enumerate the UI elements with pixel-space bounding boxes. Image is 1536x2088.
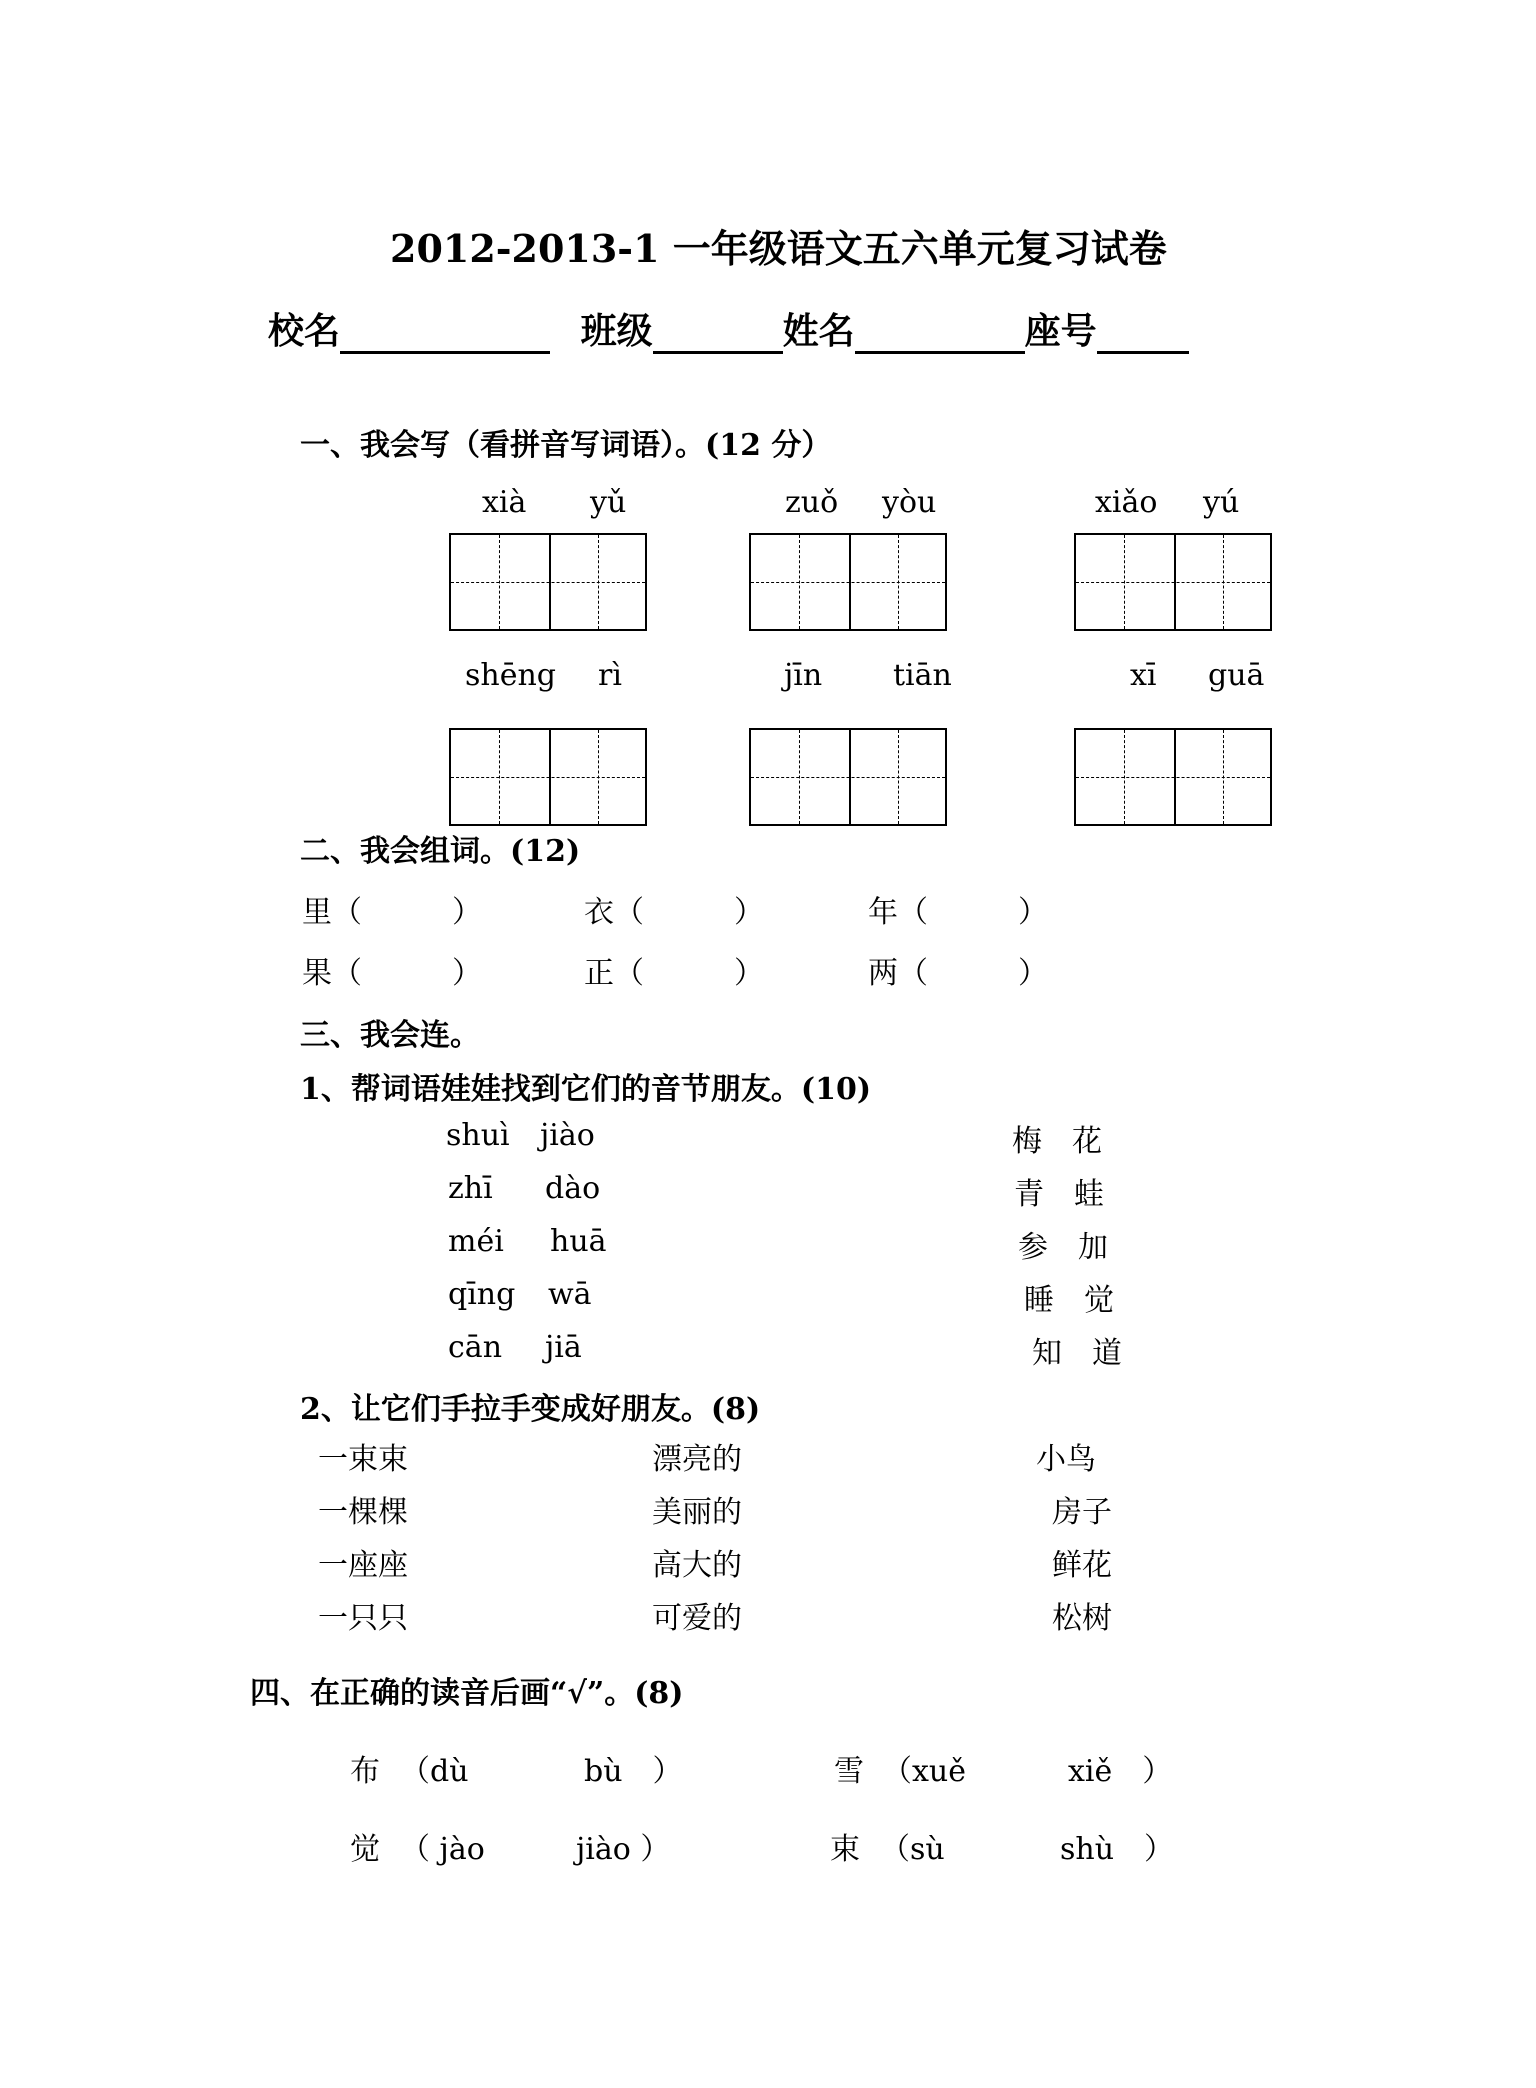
reading-char: 布 <box>350 1754 380 1789</box>
noun-word: 松树 <box>1052 1601 1112 1636</box>
word-group-item: 正（ ） <box>584 956 764 991</box>
noun-word: 房子 <box>1052 1495 1112 1530</box>
reading-option[interactable]: （dù <box>400 1754 469 1789</box>
pinyin: jiào <box>540 1118 595 1153</box>
writing-grid[interactable] <box>749 728 947 826</box>
reading-char: 觉 <box>350 1832 380 1867</box>
pinyin: shēng <box>465 658 556 693</box>
pinyin: xià <box>482 485 527 520</box>
match-word: 知 道 <box>1032 1336 1122 1371</box>
adjective-word: 高大的 <box>652 1548 742 1583</box>
pinyin: méi <box>448 1224 504 1259</box>
pinyin: dào <box>545 1171 601 1206</box>
section3-sub1-heading: 1、帮词语娃娃找到它们的音节朋友。(10) <box>300 1072 872 1107</box>
reading-option[interactable]: （sù <box>880 1832 945 1867</box>
measure-word: 一只只 <box>318 1601 408 1636</box>
seat-label: 座号 <box>1024 310 1097 352</box>
measure-word: 一束束 <box>318 1442 408 1477</box>
page-title: 2012-2013-1 一年级语文五六单元复习试卷 <box>390 226 1167 271</box>
pinyin: jīn <box>784 658 823 693</box>
pinyin: yǔ <box>590 485 627 520</box>
pinyin: yú <box>1203 485 1240 520</box>
pinyin: xī <box>1130 658 1157 693</box>
section3-sub2-heading: 2、让它们手拉手变成好朋友。(8) <box>300 1392 761 1427</box>
word-group-item: 里（ ） <box>302 895 482 930</box>
match-word: 青 蛙 <box>1014 1177 1104 1212</box>
writing-grid[interactable] <box>1074 728 1272 826</box>
reading-char: 雪 <box>834 1754 864 1789</box>
header-fields <box>268 303 1189 354</box>
class-blank[interactable] <box>653 317 783 354</box>
adjective-word: 美丽的 <box>652 1495 742 1530</box>
pinyin: guā <box>1208 658 1265 693</box>
pinyin: yòu <box>882 485 937 520</box>
reading-option[interactable]: shù ） <box>1060 1832 1175 1867</box>
writing-grid[interactable] <box>749 533 947 631</box>
pinyin: shuì <box>446 1118 510 1153</box>
seat-blank[interactable] <box>1097 317 1189 354</box>
writing-grid[interactable] <box>449 533 647 631</box>
pinyin: zhī <box>448 1171 493 1206</box>
name-label: 姓名 <box>782 310 855 352</box>
class-label: 班级 <box>580 310 653 352</box>
section3-heading: 三、我会连。 <box>300 1018 480 1053</box>
reading-option[interactable]: （ jào <box>400 1832 485 1867</box>
word-group-item: 衣（ ） <box>584 895 764 930</box>
reading-option[interactable]: jiào ） <box>576 1832 671 1867</box>
pinyin: zuǒ <box>785 485 839 520</box>
reading-option[interactable]: xiě ） <box>1068 1754 1173 1789</box>
pinyin: wā <box>548 1277 592 1312</box>
noun-word: 小鸟 <box>1036 1442 1096 1477</box>
adjective-word: 可爱的 <box>652 1601 742 1636</box>
pinyin: rì <box>598 658 622 693</box>
pinyin: xiǎo <box>1095 485 1158 520</box>
word-group-item: 果（ ） <box>302 956 482 991</box>
match-word: 睡 觉 <box>1024 1283 1114 1318</box>
measure-word: 一棵棵 <box>318 1495 408 1530</box>
school-label: 校名 <box>268 310 341 352</box>
word-group-item: 两（ ） <box>868 956 1048 991</box>
section2-heading: 二、我会组词。(12) <box>300 834 581 869</box>
writing-grid[interactable] <box>1074 533 1272 631</box>
school-blank[interactable] <box>340 317 550 354</box>
section1-heading: 一、我会写（看拼音写词语）。(12 分） <box>300 428 832 463</box>
name-blank[interactable] <box>855 317 1025 354</box>
adjective-word: 漂亮的 <box>652 1442 742 1477</box>
pinyin: huā <box>550 1224 607 1259</box>
reading-option[interactable]: bù ） <box>584 1754 683 1789</box>
reading-option[interactable]: （xuě <box>882 1754 966 1789</box>
word-group-item: 年（ ） <box>868 895 1048 930</box>
section4-heading: 四、在正确的读音后画“√”。(8) <box>250 1676 684 1711</box>
pinyin: jiā <box>545 1330 582 1365</box>
noun-word: 鲜花 <box>1052 1548 1112 1583</box>
pinyin: tiān <box>893 658 952 693</box>
match-word: 参 加 <box>1018 1230 1108 1265</box>
writing-grid[interactable] <box>449 728 647 826</box>
pinyin: qīng <box>448 1277 516 1312</box>
measure-word: 一座座 <box>318 1548 408 1583</box>
match-word: 梅 花 <box>1012 1124 1102 1159</box>
pinyin: cān <box>448 1330 503 1365</box>
reading-char: 束 <box>830 1832 860 1867</box>
